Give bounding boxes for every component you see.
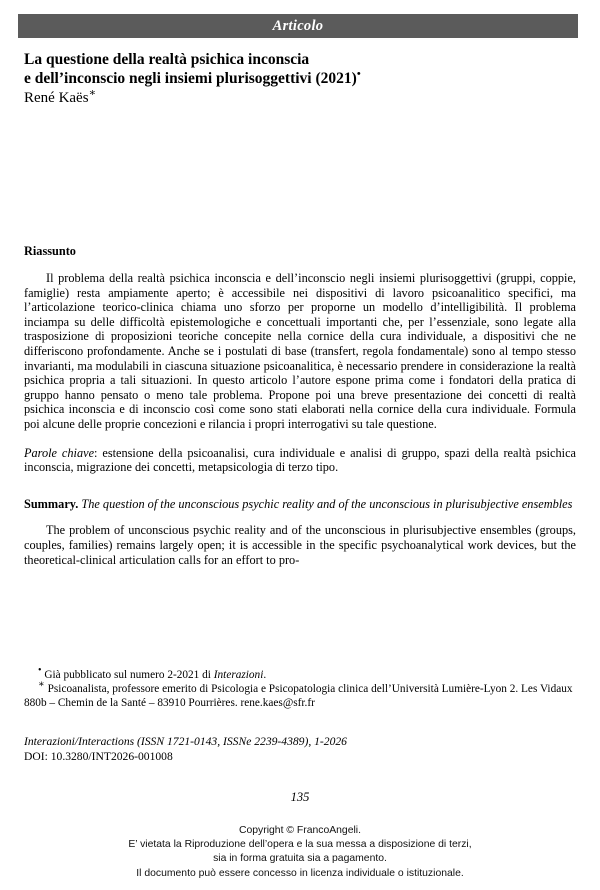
- summary-block: [24, 497, 576, 567]
- page-title: [24, 50, 564, 88]
- journal-citation: Interazioni/Interactions (ISSN 1721-0143, ISSNe 2239-4389), 1-2026: [24, 735, 347, 748]
- keywords-separator: :: [94, 445, 103, 460]
- title-footnote-marker: •: [356, 67, 361, 80]
- copyright-line-3: sia in forma gratuita sia a pagamento.: [213, 853, 387, 865]
- footnote-1-text-after: .: [263, 669, 267, 681]
- author-name-text: René Kaës: [24, 90, 89, 106]
- doi-line: DOI: 10.3280/INT2026-001008: [24, 749, 173, 763]
- section-band: [18, 14, 578, 38]
- summary-title: The question of the unconscious psychic reality and of the unconscious in plurisubjective ensembles: [81, 496, 573, 511]
- page-number: 135: [290, 790, 310, 804]
- section-band-label: Articolo: [272, 17, 324, 34]
- footnote-1-journal-name: Interazioni: [213, 669, 264, 681]
- copyright-footer: [0, 824, 600, 881]
- footnote-1-marker: •: [38, 665, 42, 677]
- abstract-body: Il problema della realtà psichica inconscia e dell’inconscio negli insiemi plurisoggettivi (gruppi, coppie, famiglie) resta ampiamente aperto; è accessibile nei dispositivi di lavoro psicoanalitico specifici, ma l’articolazione teorico-clinica chiama uno sforzo per proporne un modello d’intelligibilità. Il problema inciampa su delle difficoltà epistemologiche e concettuali importanti che, per l’essenziale, sono legate alla trasposizione di proposizioni teoriche concepite nella cornice della cura individuale, a dispositivi che ne differiscono profondamente. Anche se i postulati di base (transfert, regola fondamentale) sono al tempo stesso invarianti, ma modulabili in ciascuna situazione psicoanalitica, è necessario prendere in considerazione la realtà psichica propria a tali situazioni. In questo articolo l’autore espone prima come i fondatori della pratica di gruppo hanno pensato o meno tale problema. Propone poi una breve presentazione dei concetti di realtà psichica inconscia e di inconscio così come sono stati elaborati nella cornice della cura individuale. Formula poi alcune delle proprie concezioni e rilancia i propri interrogativi su tale questione.: [24, 271, 576, 431]
- footnotes-area: [24, 665, 576, 710]
- summary-body: The problem of unconscious psychic reality and of the unconscious in plurisubjective ensembles (groups, couples, families) remains largely open; it is accessible in the specific psychoanalytical work devices, but the theoretical-clinical articulation calls for an effort to pro-: [24, 523, 576, 567]
- abstract-heading: Riassunto: [24, 244, 76, 258]
- keywords-label: Parole chiave: [24, 445, 95, 460]
- footnote-2-marker: ∗: [38, 679, 45, 691]
- footnote-1-text-before: Già pubblicato sul numero 2-2021 di: [41, 669, 214, 681]
- copyright-line-4: Il documento può essere concesso in licenza individuale o istituzionale.: [136, 867, 464, 879]
- keywords-value: estensione della psicoanalisi, cura individuale e analisi di gruppo, spazi della realtà psichica inconscia, migrazione dei concetti, metapsicologia di terzo tipo.: [24, 445, 576, 475]
- footnote-2: [24, 679, 576, 710]
- article-title-line-1: La questione della realtà psichica inconscia: [24, 51, 310, 68]
- title-block: [24, 50, 564, 108]
- abstract-area: [24, 244, 576, 567]
- article-title-line-2-text: e dell’inconscio negli insiemi plurisoggettivi (2021): [24, 70, 357, 87]
- journal-info: [24, 735, 576, 764]
- footnote-1: [24, 665, 576, 682]
- keywords-line: [24, 446, 576, 475]
- summary-label: Summary.: [24, 496, 79, 511]
- article-title-line-2: [24, 69, 564, 88]
- author-footnote-marker: ∗: [88, 87, 97, 99]
- copyright-line-2: E’ vietata la Riproduzione dell’opera e la sua messa a disposizione di terzi,: [128, 839, 472, 851]
- copyright-line-1: Copyright © FrancoAngeli.: [238, 825, 361, 836]
- summary-heading: [24, 497, 576, 512]
- author-name: [24, 88, 564, 108]
- footnote-2-text: Psicoanalista, professore emerito di Psicologia e Psicopatologia clinica dell’Università Lumière-Lyon 2. Les Vidaux 880b – Chemin de la Santé – 83910 Pourrières. rene.kaes@sfr.fr: [24, 683, 573, 709]
